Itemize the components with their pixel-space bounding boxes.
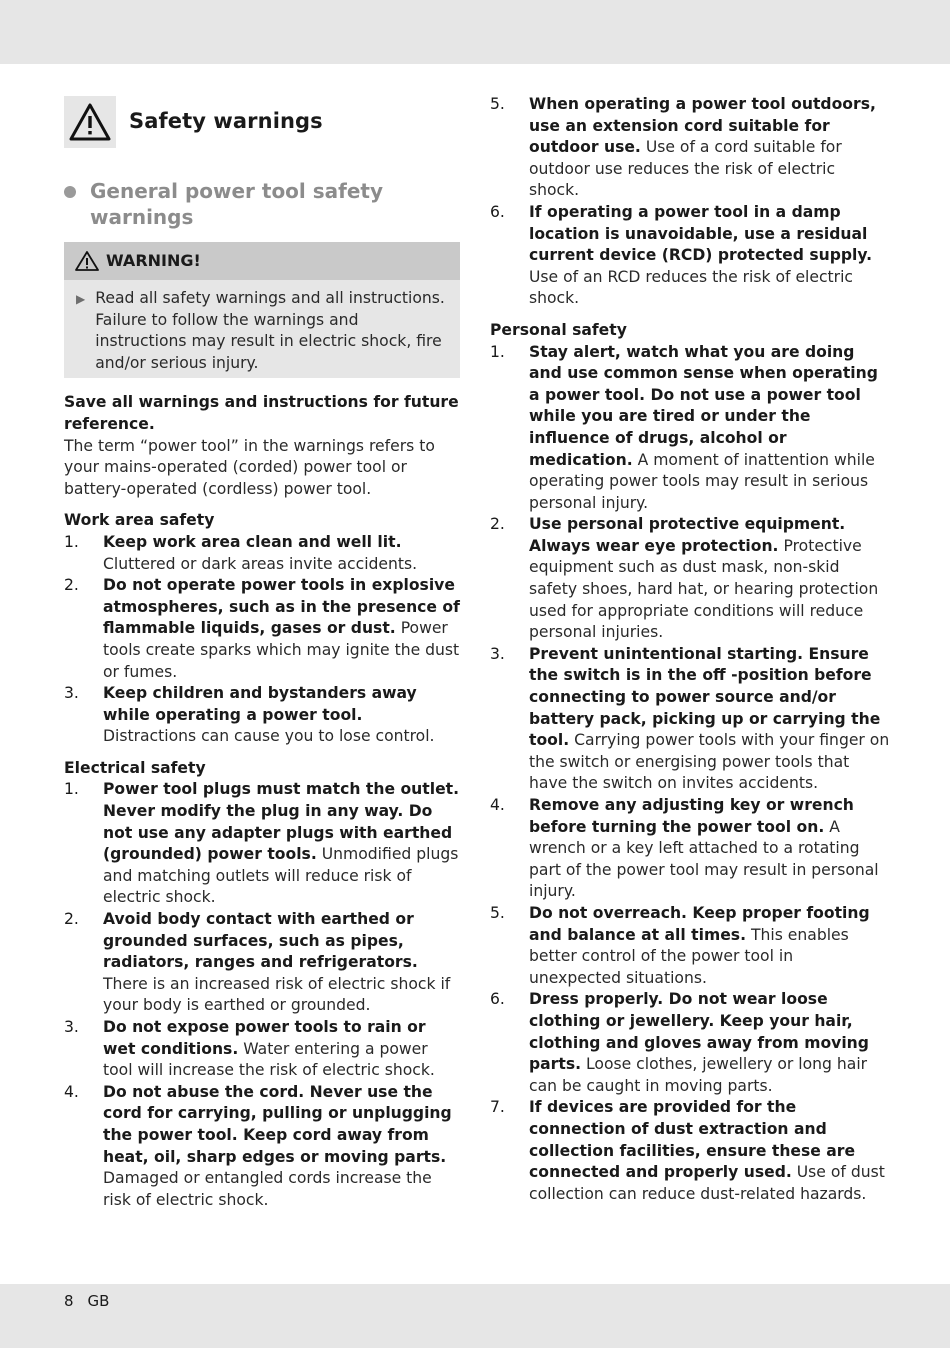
item-text: Use of dust collection can reduce dust-related hazards.	[529, 1163, 885, 1203]
warning-small-icon	[74, 250, 100, 272]
item-number: 5.	[490, 95, 505, 113]
item-text: A wrench or a key left attached to a rotating part of the power tool may result in personal injury.	[529, 817, 879, 901]
list-item	[64, 575, 460, 683]
item-text: Damaged or entangled cords increase the risk of electric shock.	[103, 1169, 432, 1209]
warning-box-header	[64, 242, 460, 280]
list-item	[490, 342, 890, 515]
bullet-dot-icon	[64, 186, 76, 198]
item-bold: When operating a power tool outdoors, use an extension cord suitable for outdoor use.	[529, 95, 876, 157]
item-number: 6.	[490, 202, 505, 221]
list-item	[490, 94, 890, 202]
item-bold: Do not abuse the cord. Never use the cord for carrying, pulling or unplugging the power tool. Keep cord away from heat, oil, sharp edges or moving parts.	[103, 1082, 452, 1166]
list-item	[64, 532, 460, 575]
item-text: Loose clothes, jewellery or long hair can be caught in moving parts.	[529, 1055, 868, 1095]
footer	[64, 1292, 123, 1310]
header-band	[0, 0, 950, 64]
item-bold: Do not overreach. Keep proper footing and balance at all times.	[529, 903, 870, 944]
item-bold: Keep children and bystanders away while operating a power tool.	[103, 684, 417, 724]
save-heading: Save all warnings and instructions for future reference.	[64, 393, 459, 433]
item-text: Water entering a power tool will increase the risk of electric shock.	[103, 1039, 435, 1080]
item-number: 1.	[64, 780, 79, 799]
list-item	[490, 795, 890, 903]
item-bold: If devices are provided for the connection of dust extraction and collection facilities, ensure these are connected and properly used.	[529, 1098, 856, 1182]
section-header	[64, 96, 460, 148]
item-bold: Avoid body contact with earthed or grounded surfaces, such as pipes, radiators, ranges and refrigerators.	[103, 910, 418, 972]
item-text: Use of an RCD reduces the risk of electric shock.	[529, 267, 853, 308]
item-number: 4.	[490, 796, 505, 814]
warning-text: Read all safety warnings and all instructions. Failure to follow the warnings and instructions may result in electric shock, fire and/or serious injury.	[95, 289, 445, 372]
list-item	[490, 989, 890, 1097]
item-text: There is an increased risk of electric shock if your body is earthed or grounded.	[103, 974, 451, 1015]
warning-body	[64, 280, 460, 378]
list-item	[64, 683, 460, 748]
item-number: 6.	[490, 990, 505, 1009]
item-number: 2.	[64, 576, 79, 595]
item-number: 2.	[64, 910, 79, 929]
list-item	[64, 1082, 460, 1212]
electrical-heading: Electrical safety	[64, 758, 206, 777]
item-number: 3.	[64, 1018, 79, 1036]
electrical-list-right	[490, 94, 890, 310]
item-text: Use of a cord suitable for outdoor use reduces the risk of electric shock.	[529, 138, 842, 200]
item-text: This enables better control of the power tool in unexpected situations.	[529, 925, 849, 987]
subsection-header	[64, 178, 460, 230]
item-number: 4.	[64, 1082, 79, 1101]
item-text: Carrying power tools with your finger on the switch or energising power tools that have the switch on invites accidents.	[529, 731, 890, 793]
personal-heading: Personal safety	[490, 320, 627, 339]
language-code: GB	[87, 1292, 110, 1310]
save-instructions	[64, 392, 460, 500]
list-item	[490, 514, 890, 644]
list-item	[490, 1097, 890, 1205]
triangle-bullet-icon: ▶	[76, 292, 86, 306]
warning-triangle-icon	[64, 96, 116, 148]
page-number: 8	[64, 1292, 74, 1310]
warning-box	[64, 242, 460, 378]
item-number: 3.	[490, 644, 505, 663]
left-column	[64, 94, 460, 1211]
list-item	[64, 779, 460, 909]
item-number: 2.	[490, 515, 505, 534]
item-text: Protective equipment such as dust mask, non-skid safety shoes, hard hat, or hearing protection used for appropriate conditions will reduce personal injuries.	[529, 536, 879, 642]
list-item	[64, 1017, 460, 1082]
item-bold: Remove any adjusting key or wrench before turning the power tool on.	[529, 796, 854, 836]
work-area-heading: Work area safety	[64, 511, 215, 530]
save-text: The term “power tool” in the warnings refers to your mains-operated (corded) power tool or battery-operated (cordless) power tool.	[64, 436, 435, 498]
item-number: 1.	[490, 342, 505, 361]
electrical-list-left	[64, 779, 460, 1211]
subsection-title: General power tool safety warnings	[90, 179, 384, 229]
item-text: A moment of inattention while operating power tools may result in serious personal injury.	[529, 450, 875, 512]
item-bold: If operating a power tool in a damp location is unavoidable, use a residual current device (RCD) protected supply.	[529, 202, 873, 265]
item-text: Power tools create sparks which may ignite the dust or fumes.	[103, 619, 460, 681]
item-number: 5.	[490, 903, 505, 922]
work-area-list	[64, 532, 460, 748]
item-bold: Dress properly. Do not wear loose clothing or jewellery. Keep your hair, clothing and gloves away from moving parts.	[529, 990, 869, 1074]
warning-label: WARNING!	[106, 251, 201, 271]
item-bold: Power tool plugs must match the outlet. Never modify the plug in any way. Do not use any adapter plugs with earthed (grounded) power tools.	[103, 780, 460, 864]
item-text: Distractions can cause you to lose control.	[103, 727, 435, 746]
right-column	[490, 94, 890, 1205]
page-title: Safety warnings	[129, 109, 323, 134]
item-bold: Stay alert, watch what you are doing and use common sense when operating a power tool. Do not use a power tool while you are tired or under the influence of drugs, alcohol or medication.	[529, 342, 878, 469]
list-item	[490, 903, 890, 989]
personal-list	[490, 342, 890, 1206]
item-bold: Keep work area clean and well lit.	[103, 532, 402, 551]
item-number: 3.	[64, 684, 79, 703]
footer-band	[0, 1284, 950, 1348]
item-bold: Prevent unintentional starting. Ensure the switch is in the off -position before connecting to power source and/or battery pack, picking up or carrying the tool.	[529, 644, 881, 750]
item-bold: Do not expose power tools to rain or wet conditions.	[103, 1018, 426, 1058]
item-text: Cluttered or dark areas invite accidents.	[103, 554, 418, 573]
list-item	[490, 202, 890, 310]
list-item	[490, 644, 890, 795]
list-item	[64, 909, 460, 1017]
item-bold: Do not operate power tools in explosive atmospheres, such as in the presence of flammable liquids, gases or dust.	[103, 576, 460, 638]
item-number: 1.	[64, 532, 79, 551]
item-text: Unmodified plugs and matching outlets will reduce risk of electric shock.	[103, 845, 459, 907]
item-number: 7.	[490, 1098, 505, 1117]
item-bold: Use personal protective equipment. Always wear eye protection.	[529, 515, 846, 555]
